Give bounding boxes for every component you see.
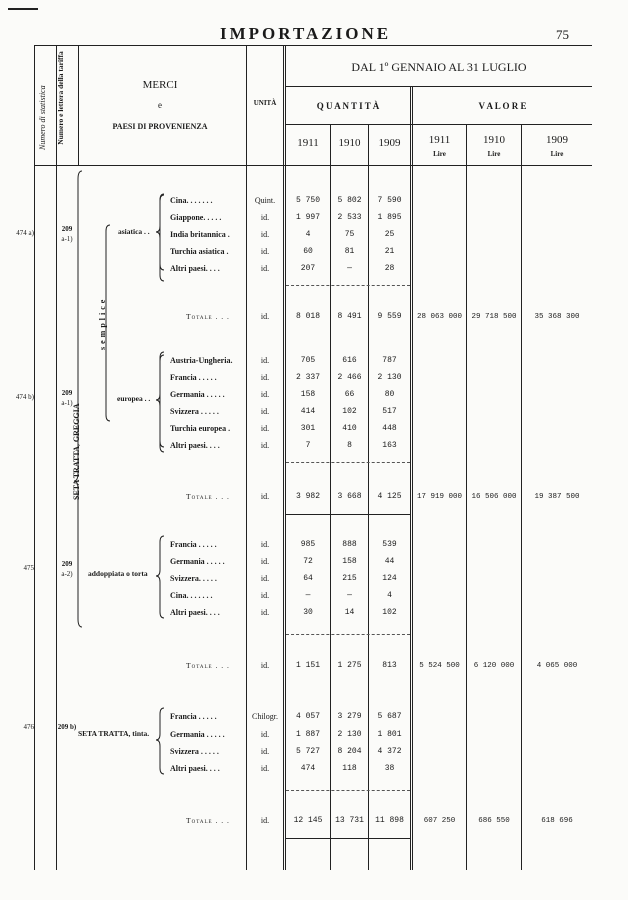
total-val-1911: 28 063 000: [416, 313, 462, 321]
label-addoppiata: addoppiata o torta: [88, 569, 148, 578]
qty-1910-cell: 3 279: [337, 712, 362, 721]
unit-cell: id.: [260, 373, 270, 382]
country-name: Cina. . . . . . .: [170, 196, 213, 205]
total-val-1911: 17 919 000: [416, 493, 462, 501]
qty-1910-cell: 102: [342, 407, 357, 416]
country-name: Altri paesi. . . .: [170, 608, 220, 617]
col-header-e: e: [158, 100, 162, 110]
stat-number: 476: [23, 723, 34, 731]
qty-1911-cell: 1 887: [295, 730, 320, 739]
total-qty-1911: 8 018: [295, 312, 320, 321]
country-name: Svizzera . . . . .: [170, 747, 219, 756]
unit-cell: id.: [260, 390, 270, 399]
total-rule-2: [286, 514, 410, 515]
col-rule-numero: [56, 45, 57, 870]
qty-1909-cell: 787: [382, 356, 397, 365]
total-qty-1910: 8 491: [337, 312, 362, 321]
country-name: Francia . . . . .: [170, 712, 217, 721]
qty-1911-cell: 301: [300, 424, 316, 433]
stat-number: 474 a): [16, 229, 34, 237]
total-qty-1909: 9 559: [377, 312, 402, 321]
qty-1911-cell: 985: [300, 540, 316, 549]
qty-1909-cell: 539: [382, 540, 397, 549]
brace-tinta: [156, 708, 164, 774]
qty-1910-cell: 118: [342, 764, 357, 773]
total-qty-1910: 3 668: [337, 492, 362, 501]
total-qty-1911: 1 151: [295, 661, 320, 670]
unit-cell: id.: [260, 747, 270, 756]
qty-1911-cell: 414: [300, 407, 316, 416]
country-name: Turchia asiatica .: [170, 247, 229, 256]
qty-1910-cell: 2 130: [337, 730, 362, 739]
col-header-paesi: PAESI DI PROVENIENZA: [112, 122, 208, 131]
qty-1909-cell: 28: [384, 264, 395, 273]
country-name: Giappone. . . . .: [170, 213, 222, 222]
total-label: Totale . . .: [186, 312, 230, 321]
total-val-1910: 29 718 500: [471, 313, 517, 321]
page-number: 75: [556, 27, 569, 42]
col-header-quantita: Q U A N T I T À: [316, 101, 380, 111]
col-header-merci: MERCI: [142, 79, 178, 91]
total-qty-1910: 13 731: [335, 816, 364, 825]
col-header-unita: UNITÀ: [253, 99, 277, 107]
qty-1911-cell: 7: [305, 441, 311, 450]
year-v-1911: 1911: [428, 134, 451, 146]
total-val-1911: 607 250: [423, 817, 456, 825]
total-label: Totale . . .: [186, 816, 230, 825]
total-unit: id.: [260, 312, 270, 321]
qty-1909-cell: 448: [382, 424, 397, 433]
lire-label-1910: Lire: [487, 150, 501, 158]
tariffa-sub: a-1): [61, 399, 73, 407]
total-unit: id.: [260, 492, 270, 501]
total-label: Totale . . .: [186, 492, 230, 501]
col-header-numero: Numero di statistica: [38, 85, 47, 150]
qty-1910-cell: 616: [342, 356, 357, 365]
col-header-tariffa: Numero e lettera della tariffa: [56, 51, 65, 145]
unit-cell: id.: [260, 441, 270, 450]
country-name: Altri paesi. . . .: [170, 441, 220, 450]
unit-cell: id.: [260, 424, 270, 433]
total-rule-4: [286, 838, 410, 839]
unit-cell: Quint.: [254, 196, 276, 205]
total-val-1909: 618 696: [541, 817, 573, 825]
total-sep-3: [286, 634, 410, 635]
col-header-period: DAL 1º GENNAIO AL 31 LUGLIO: [351, 60, 527, 74]
year-row-border: [285, 124, 592, 125]
qty-1909-cell: 1 895: [377, 213, 402, 222]
label-seta-tinta: SETA TRATTA, tinta.: [78, 729, 150, 738]
total-qty-1910: 1 275: [337, 661, 362, 670]
unit-cell: id.: [260, 557, 270, 566]
brace-addoppiata: [156, 536, 164, 618]
unit-cell: id.: [260, 540, 270, 549]
qty-1910-cell: 8: [347, 441, 352, 450]
qty-1911-cell: 158: [300, 390, 316, 399]
year-v-1910: 1910: [483, 134, 505, 146]
brace-asiatica: [156, 194, 164, 270]
qty-1910-cell: 75: [344, 230, 355, 239]
qty-1911-cell: 60: [303, 247, 313, 256]
unit-cell: id.: [260, 764, 270, 773]
total-label: Totale . . .: [186, 661, 230, 670]
qty-1910-cell: 5 802: [337, 196, 362, 205]
qty-1910-cell: 66: [344, 390, 355, 399]
tariffa-sub: a-2): [61, 570, 73, 578]
country-name: Svizzera . . . . .: [170, 407, 219, 416]
country-name: Francia . . . . .: [170, 540, 217, 549]
country-name: Germania . . . . .: [170, 390, 225, 399]
qty-1910-cell: 8 204: [337, 747, 362, 756]
total-sep-4: [286, 790, 410, 791]
qty-1909-cell: 80: [384, 390, 395, 399]
qty-1909-cell: 4 372: [377, 747, 402, 756]
unit-cell: id.: [260, 213, 270, 222]
total-qty-1911: 12 145: [293, 816, 323, 825]
total-val-1909: 19 387 500: [534, 493, 580, 501]
col-rule-valore-2: [412, 86, 413, 870]
total-val-1910: 686 550: [478, 817, 510, 825]
country-name: Altri paesi. . . .: [170, 264, 220, 273]
qty-1910-cell: 888: [342, 540, 357, 549]
qty-1909-cell: 38: [384, 764, 395, 773]
tariffa-sub: a-1): [61, 235, 73, 243]
country-name: Cina. . . . . . .: [170, 591, 213, 600]
col-rule-left: [34, 45, 35, 870]
stat-number: 474 b): [15, 393, 34, 401]
tariffa-number: 209: [61, 389, 73, 397]
qty-1909-cell: 124: [382, 574, 397, 583]
unit-cell: id.: [260, 247, 270, 256]
qty-1910-cell: —: [347, 264, 352, 273]
qty-1910-cell: 81: [344, 247, 355, 256]
qty-1910-cell: 410: [342, 424, 357, 433]
unit-cell: id.: [260, 356, 270, 365]
qty-1909-cell: 21: [384, 247, 395, 256]
country-name: India britannica .: [170, 230, 230, 239]
qty-1911-cell: 30: [303, 608, 313, 617]
country-name: Germania . . . . .: [170, 557, 225, 566]
col-rule-tariffa: [78, 45, 79, 165]
unit-cell: id.: [260, 230, 270, 239]
label-asiatica: asiatica . .: [118, 227, 150, 236]
total-sep-1: [286, 285, 410, 286]
unit-cell: Chilogr.: [251, 712, 278, 721]
country-name: Altri paesi. . . .: [170, 764, 220, 773]
qty-1911-cell: 1 997: [295, 213, 320, 222]
qty-1911-cell: 2 337: [295, 373, 320, 382]
label-semplice: semplice: [98, 296, 107, 350]
total-qty-1909: 4 125: [377, 492, 402, 501]
country-name: Francia . . . . .: [170, 373, 217, 382]
qty-1909-cell: 1 801: [377, 730, 402, 739]
page-title: IMPORTAZIONE: [220, 24, 392, 43]
total-unit: id.: [260, 816, 270, 825]
qty-1909-cell: 2 130: [377, 373, 402, 382]
table-top-border: [34, 45, 592, 46]
qty-1910-cell: 215: [342, 574, 357, 583]
qty-1910-cell: 158: [342, 557, 357, 566]
qty-1911-cell: 705: [300, 356, 316, 365]
qty-1910-cell: 2 466: [337, 373, 362, 382]
qty-1909-cell: 4: [387, 591, 392, 600]
qty-1909-cell: 163: [382, 441, 397, 450]
lire-label-1911: Lire: [433, 150, 446, 158]
total-qty-1909: 813: [382, 661, 397, 670]
label-europea: europea . .: [117, 394, 151, 403]
qty-1911-cell: 5 750: [295, 196, 320, 205]
total-val-1910: 6 120 000: [473, 662, 515, 670]
qty-1909-cell: 44: [384, 557, 395, 566]
total-val-1909: 35 368 300: [534, 313, 580, 321]
brace-semplice: [106, 225, 110, 421]
brace-europea: [156, 352, 164, 452]
qty-1911-cell: 4 057: [295, 712, 320, 721]
top-rule: [8, 8, 38, 10]
country-name: Turchia europea .: [170, 424, 231, 433]
subheader-border: [285, 86, 592, 87]
unit-cell: id.: [260, 407, 270, 416]
qty-1909-cell: 517: [382, 407, 397, 416]
qty-1910-cell: 14: [344, 608, 355, 617]
total-qty-1911: 3 982: [295, 492, 320, 501]
total-sep-2: [286, 462, 410, 463]
total-val-1909: 4 065 000: [536, 662, 578, 670]
total-qty-1909: 11 898: [375, 816, 404, 825]
qty-1909-cell: 7 590: [377, 196, 402, 205]
year-q-1911: 1911: [297, 137, 319, 149]
country-braces: [150, 190, 170, 790]
unit-cell: id.: [260, 591, 270, 600]
qty-1910-cell: —: [347, 591, 352, 600]
col-rule-valore: [410, 86, 411, 870]
qty-1911-cell: 5 727: [295, 747, 320, 756]
qty-1911-cell: 64: [303, 574, 313, 583]
year-q-1910: 1910: [338, 137, 361, 149]
unit-cell: id.: [260, 574, 270, 583]
total-val-1910: 16 506 000: [471, 493, 517, 501]
qty-1911-cell: 72: [303, 557, 313, 566]
qty-1911-cell: 4: [305, 230, 311, 239]
unit-cell: id.: [260, 608, 270, 617]
qty-1909-cell: 102: [382, 608, 397, 617]
total-unit: id.: [260, 661, 270, 670]
unit-cell: id.: [260, 730, 270, 739]
tariffa-number: 209: [61, 560, 73, 568]
label-seta-greggia: SETA TRATTA, GREGGIA: [72, 403, 81, 500]
country-name: Germania . . . . .: [170, 730, 225, 739]
qty-1909-cell: 25: [384, 230, 395, 239]
year-v-1909: 1909: [546, 134, 568, 146]
col-header-valore: V A L O R E: [478, 101, 527, 111]
unit-cell: id.: [260, 264, 270, 273]
qty-1911-cell: —: [305, 591, 311, 600]
lire-label-1909: Lire: [550, 150, 564, 158]
qty-1909-cell: 5 687: [377, 712, 402, 721]
stat-number: 475: [23, 564, 34, 572]
total-val-1911: 5 524 500: [419, 662, 460, 670]
qty-1911-cell: 474: [300, 764, 316, 773]
tariffa-number: 209: [61, 225, 73, 233]
country-name: Austria-Ungheria.: [170, 356, 233, 365]
qty-1910-cell: 2 533: [337, 213, 362, 222]
col-rule-unita: [283, 45, 284, 870]
tariffa-number: 209 b): [57, 723, 77, 731]
country-name: Svizzera. . . . .: [170, 574, 217, 583]
year-q-1909: 1909: [378, 137, 401, 149]
qty-1911-cell: 207: [300, 264, 316, 273]
